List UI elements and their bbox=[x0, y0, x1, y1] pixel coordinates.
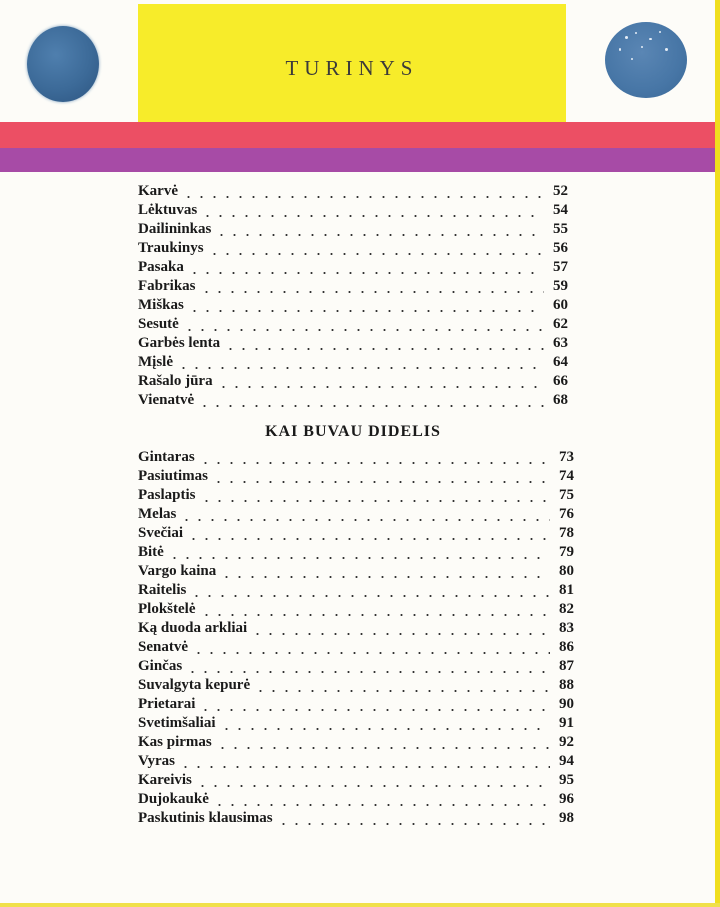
toc-entry-page: 87 bbox=[559, 658, 574, 674]
dot-leader bbox=[192, 652, 550, 654]
toc-entry-title: Kas pirmas bbox=[138, 734, 212, 750]
toc-entry-title: Dujokaukė bbox=[138, 791, 209, 807]
toc-entry bbox=[138, 296, 568, 315]
blue-disc-right bbox=[605, 22, 687, 98]
dot-leader bbox=[177, 367, 544, 369]
toc-entry-title: Svečiai bbox=[138, 525, 183, 541]
dot-leader bbox=[179, 766, 550, 768]
dot-leader bbox=[277, 823, 550, 825]
dot-leader bbox=[201, 215, 544, 217]
dot-leader bbox=[196, 785, 550, 787]
toc-entry bbox=[138, 353, 568, 372]
toc-entry bbox=[138, 448, 574, 467]
toc-list-part1 bbox=[138, 182, 568, 410]
toc-entry-page: 98 bbox=[559, 810, 574, 826]
toc-list-part2 bbox=[138, 448, 574, 828]
toc-entry-title: Sesutė bbox=[138, 316, 179, 332]
toc-entry-title: Dailininkas bbox=[138, 221, 212, 237]
toc-entry bbox=[138, 486, 574, 505]
dot-leader bbox=[200, 500, 550, 502]
toc-entry bbox=[138, 201, 568, 220]
toc-entry bbox=[138, 581, 574, 600]
dot-leader bbox=[182, 196, 544, 198]
toc-entry bbox=[138, 258, 568, 277]
dot-leader bbox=[208, 253, 544, 255]
toc-entry bbox=[138, 220, 568, 239]
dot-leader bbox=[199, 709, 550, 711]
toc-entry-page: 59 bbox=[553, 278, 568, 294]
page-title: TURINYS bbox=[285, 56, 419, 80]
toc-entry bbox=[138, 391, 568, 410]
toc-entry bbox=[138, 619, 574, 638]
toc-entry-page: 52 bbox=[553, 183, 568, 199]
toc-entry-page: 78 bbox=[559, 525, 574, 541]
toc-entry-title: Lėktuvas bbox=[138, 202, 198, 218]
toc-entry bbox=[138, 239, 568, 258]
toc-entry-title: Kareivis bbox=[138, 772, 192, 788]
dot-leader bbox=[254, 690, 550, 692]
toc-entry-title: Vienatvė bbox=[138, 392, 195, 408]
toc-entry bbox=[138, 334, 568, 353]
toc-entry-title: Paslaptis bbox=[138, 487, 196, 503]
dot-leader bbox=[183, 329, 544, 331]
toc-entry-page: 90 bbox=[559, 696, 574, 712]
toc-entry-page: 68 bbox=[553, 392, 568, 408]
dot-leader bbox=[213, 804, 550, 806]
dot-leader bbox=[187, 538, 550, 540]
toc-entry bbox=[138, 372, 568, 391]
toc-entry-title: Senatvė bbox=[138, 639, 188, 655]
toc-entry bbox=[138, 752, 574, 771]
toc-entry bbox=[138, 771, 574, 790]
yellow-edge bbox=[715, 0, 720, 907]
toc-entry-title: Melas bbox=[138, 506, 177, 522]
toc-entry bbox=[138, 562, 574, 581]
toc-entry bbox=[138, 657, 574, 676]
toc-entry bbox=[138, 809, 574, 828]
toc-entry-page: 66 bbox=[553, 373, 568, 389]
toc-entry-page: 95 bbox=[559, 772, 574, 788]
toc-entry-title: Ginčas bbox=[138, 658, 183, 674]
toc-entry bbox=[138, 505, 574, 524]
dot-leader bbox=[216, 747, 550, 749]
toc-entry-title: Plokštelė bbox=[138, 601, 196, 617]
toc-entry-title: Ką duoda arkliai bbox=[138, 620, 248, 636]
toc-entry-title: Mįslė bbox=[138, 354, 173, 370]
toc-entry bbox=[138, 714, 574, 733]
purple-stripe bbox=[0, 148, 720, 172]
dot-leader bbox=[199, 462, 550, 464]
toc-entry-page: 55 bbox=[553, 221, 568, 237]
dot-leader bbox=[188, 310, 544, 312]
dot-leader bbox=[168, 557, 550, 559]
toc-entry-page: 56 bbox=[553, 240, 568, 256]
toc-entry-title: Karvė bbox=[138, 183, 178, 199]
toc-entry bbox=[138, 277, 568, 296]
toc-entry-title: Bitė bbox=[138, 544, 164, 560]
dot-leader bbox=[198, 405, 544, 407]
dot-leader bbox=[224, 348, 544, 350]
toc-entry bbox=[138, 315, 568, 334]
toc-entry-page: 88 bbox=[559, 677, 574, 693]
dot-leader bbox=[220, 728, 551, 730]
toc-entry-page: 91 bbox=[559, 715, 574, 731]
toc-entry-page: 92 bbox=[559, 734, 574, 750]
dot-leader bbox=[186, 671, 550, 673]
toc-entry bbox=[138, 733, 574, 752]
dot-leader bbox=[200, 291, 544, 293]
toc-entry-title: Raitelis bbox=[138, 582, 187, 598]
dot-leader bbox=[188, 272, 544, 274]
toc-entry bbox=[138, 676, 574, 695]
bottom-edge bbox=[0, 903, 720, 907]
toc-entry bbox=[138, 695, 574, 714]
toc-entry-page: 96 bbox=[559, 791, 574, 807]
blue-disc-left bbox=[27, 26, 99, 102]
toc-entry bbox=[138, 467, 574, 486]
dot-leader bbox=[190, 595, 550, 597]
dot-leader bbox=[217, 386, 544, 388]
toc-entry-title: Garbės lenta bbox=[138, 335, 221, 351]
toc-entry-page: 75 bbox=[559, 487, 574, 503]
toc-entry-page: 60 bbox=[553, 297, 568, 313]
toc-entry bbox=[138, 790, 574, 809]
toc-entry-page: 76 bbox=[559, 506, 574, 522]
toc-entry-page: 79 bbox=[559, 544, 574, 560]
toc-entry-title: Vyras bbox=[138, 753, 175, 769]
dot-leader bbox=[200, 614, 551, 616]
toc-entry-title: Traukinys bbox=[138, 240, 204, 256]
toc-entry bbox=[138, 600, 574, 619]
toc-entry bbox=[138, 638, 574, 657]
toc-entry-title: Pasiutimas bbox=[138, 468, 209, 484]
toc-entry bbox=[138, 182, 568, 201]
toc-entry bbox=[138, 524, 574, 543]
toc-entry-page: 63 bbox=[553, 335, 568, 351]
toc-entry-page: 74 bbox=[559, 468, 574, 484]
toc-entry-title: Rašalo jūra bbox=[138, 373, 213, 389]
toc-entry-title: Miškas bbox=[138, 297, 184, 313]
toc-entry-page: 57 bbox=[553, 259, 568, 275]
toc-entry-page: 82 bbox=[559, 601, 574, 617]
toc-entry-page: 80 bbox=[559, 563, 574, 579]
toc-entry-page: 81 bbox=[559, 582, 574, 598]
toc-entry-title: Vargo kaina bbox=[138, 563, 217, 579]
toc-entry-page: 62 bbox=[553, 316, 568, 332]
toc-entry bbox=[138, 543, 574, 562]
toc-entry-title: Suvalgyta kepurė bbox=[138, 677, 251, 693]
toc-entry-title: Svetimšaliai bbox=[138, 715, 216, 731]
dot-leader bbox=[215, 234, 544, 236]
toc-entry-title: Gintaras bbox=[138, 449, 195, 465]
toc-entry-page: 64 bbox=[553, 354, 568, 370]
toc-entry-title: Paskutinis klausimas bbox=[138, 810, 273, 826]
section-heading: KAI BUVAU DIDELIS bbox=[265, 423, 441, 440]
toc-entry-page: 94 bbox=[559, 753, 574, 769]
dot-leader bbox=[212, 481, 550, 483]
toc-entry-page: 54 bbox=[553, 202, 568, 218]
toc-entry-title: Fabrikas bbox=[138, 278, 196, 294]
toc-entry-page: 73 bbox=[559, 449, 574, 465]
toc-entry-title: Prietarai bbox=[138, 696, 196, 712]
dot-leader bbox=[180, 519, 550, 521]
toc-entry-page: 86 bbox=[559, 639, 574, 655]
toc-entry-page: 83 bbox=[559, 620, 574, 636]
toc-entry-title: Pasaka bbox=[138, 259, 184, 275]
dot-leader bbox=[251, 633, 550, 635]
dot-leader bbox=[220, 576, 550, 578]
